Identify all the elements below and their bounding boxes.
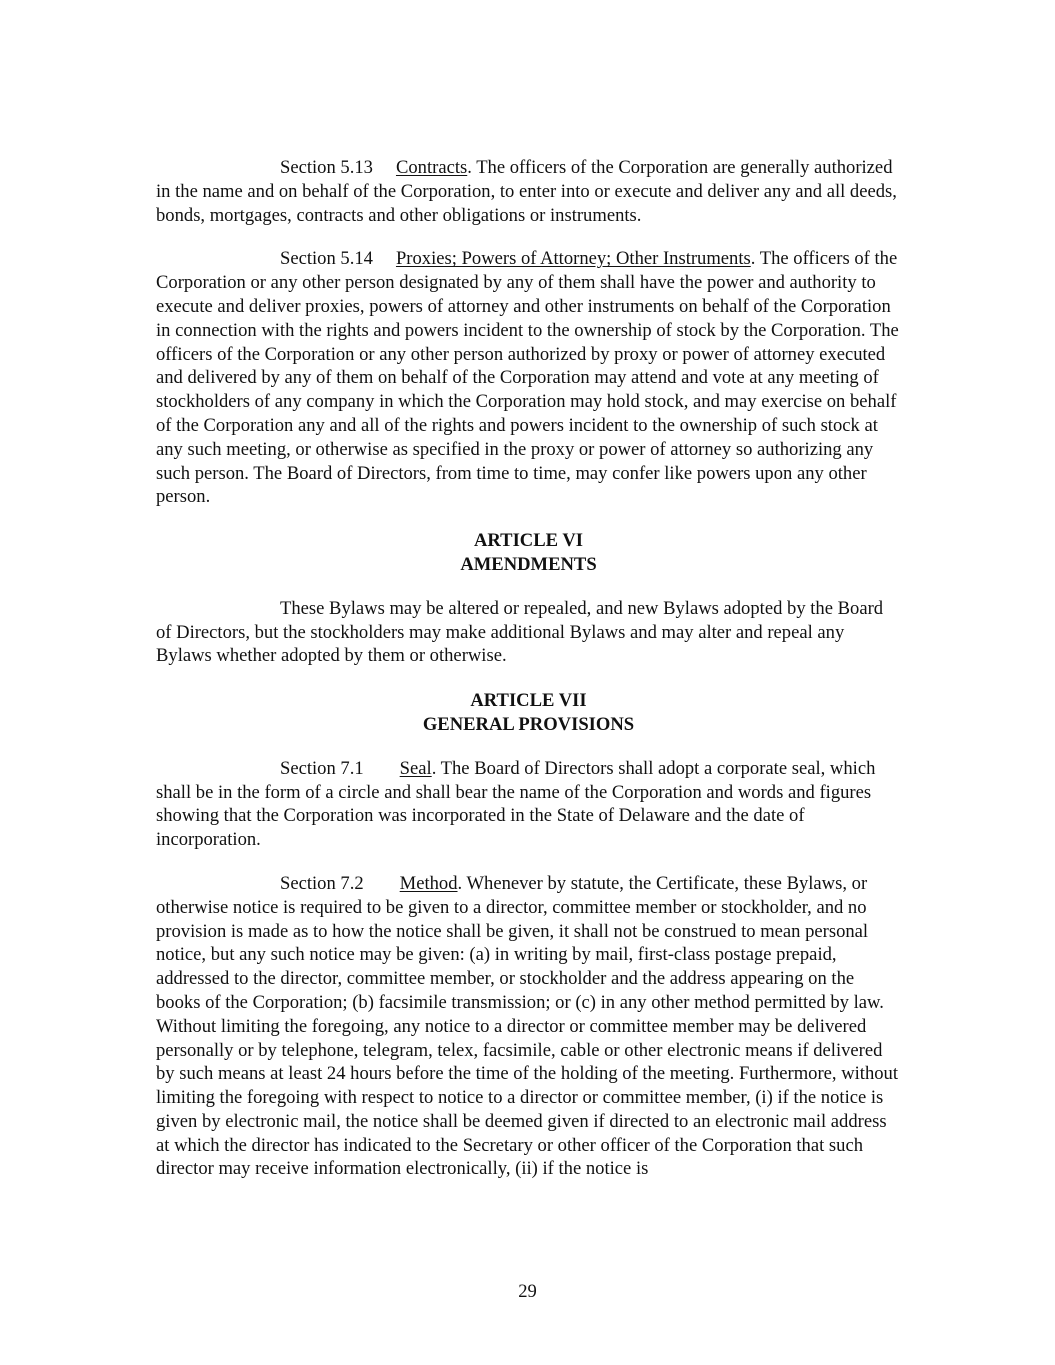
section-number: Section 5.13 — [280, 157, 373, 178]
article-vi-heading — [156, 529, 901, 577]
section-number: Section 7.2 — [280, 872, 364, 894]
document-page — [156, 156, 901, 1201]
article-vi-body: These Bylaws may be altered or repealed, and new Bylaws adopted by the Board of Directors, but the stockholders may make additional Bylaws and may alter and repeal any Bylaws whether adopted by them or otherwise. — [156, 597, 884, 667]
section-title: Proxies; Powers of Attorney; Other Instruments — [395, 248, 751, 270]
section-7-1 — [156, 757, 901, 852]
section-7-2 — [156, 872, 901, 1181]
article-vii-heading — [156, 689, 901, 737]
article-title: GENERAL PROVISIONS — [422, 713, 635, 735]
section-title: Contracts — [395, 157, 468, 178]
page-number: 29 — [518, 1281, 537, 1302]
section-5-13 — [156, 156, 901, 227]
section-title: Seal — [399, 757, 432, 779]
section-5-14 — [156, 247, 901, 509]
article-number: ARTICLE VII — [470, 690, 587, 712]
section-body: . The Board of Directors shall adopt a corporate seal, which shall be in the form of a circle and shall bear the name of the Corporation and words and figures showing that the Corporation was incorporated in the State of Delaware and the date of incorporation. — [156, 757, 876, 851]
article-title: AMENDMENTS — [460, 553, 597, 575]
section-body: . The officers of the Corporation are generally authorized in the name and on behalf of the Corporation, to enter into or execute and deliver any and all deeds, bonds, mortgages, contracts and other obligations or instruments. — [156, 157, 897, 226]
section-body: . The officers of the Corporation or any other person designated by any of them shall have the power and authority to execute and deliver proxies, powers of attorney and other instruments on behalf of the Corporation in connection with the rights and powers incident to the ownership of stock by the Corporation. The officers of the Corporation or any other person authorized by proxy or power of attorney executed and delivered by any of them on behalf of the Corporation may attend and vote at any meeting of stockholders of any company in which the Corporation may hold stock, and may exercise on behalf of the Corporation any and all of the rights and powers incident to the ownership of such stock at any such meeting, or otherwise as specified in the proxy or power of attorney so authorizing any such person. The Board of Directors, from time to time, may confer like powers upon any other person. — [156, 248, 899, 508]
section-title: Method — [399, 872, 458, 894]
section-number: Section 5.14 — [280, 248, 373, 270]
section-body: . Whenever by statute, the Certificate, these Bylaws, or otherwise notice is required to be given to a director, committee member or stockholder, and no provision is made as to how the notice shall be given, it shall not be construed to mean personal notice, but any such notice may be given: (a) in writing by mail, first-class postage prepaid, addressed to the director, committee member, or stockholder and the address appearing on the books of the Corporation; (b) facsimile transmission; or (c) in any other method permitted by law. Without limiting the foregoing, any notice to a director or committee member may be delivered personally or by telephone, telegram, telex, facsimile, cable or other electronic means if delivered by such means at least 24 hours before the time of the holding of the meeting. Furthermore, without limiting the foregoing with respect to notice to a director or committee member, (i) if the notice is given by electronic mail, the notice shall be deemed given if directed to an electronic mail address at which the director has indicated to the Secretary or other officer of the Corporation that such director may receive information electronically, (ii) if the notice is — [156, 872, 899, 1180]
article-number: ARTICLE VI — [473, 530, 584, 552]
section-number: Section 7.1 — [280, 757, 364, 779]
